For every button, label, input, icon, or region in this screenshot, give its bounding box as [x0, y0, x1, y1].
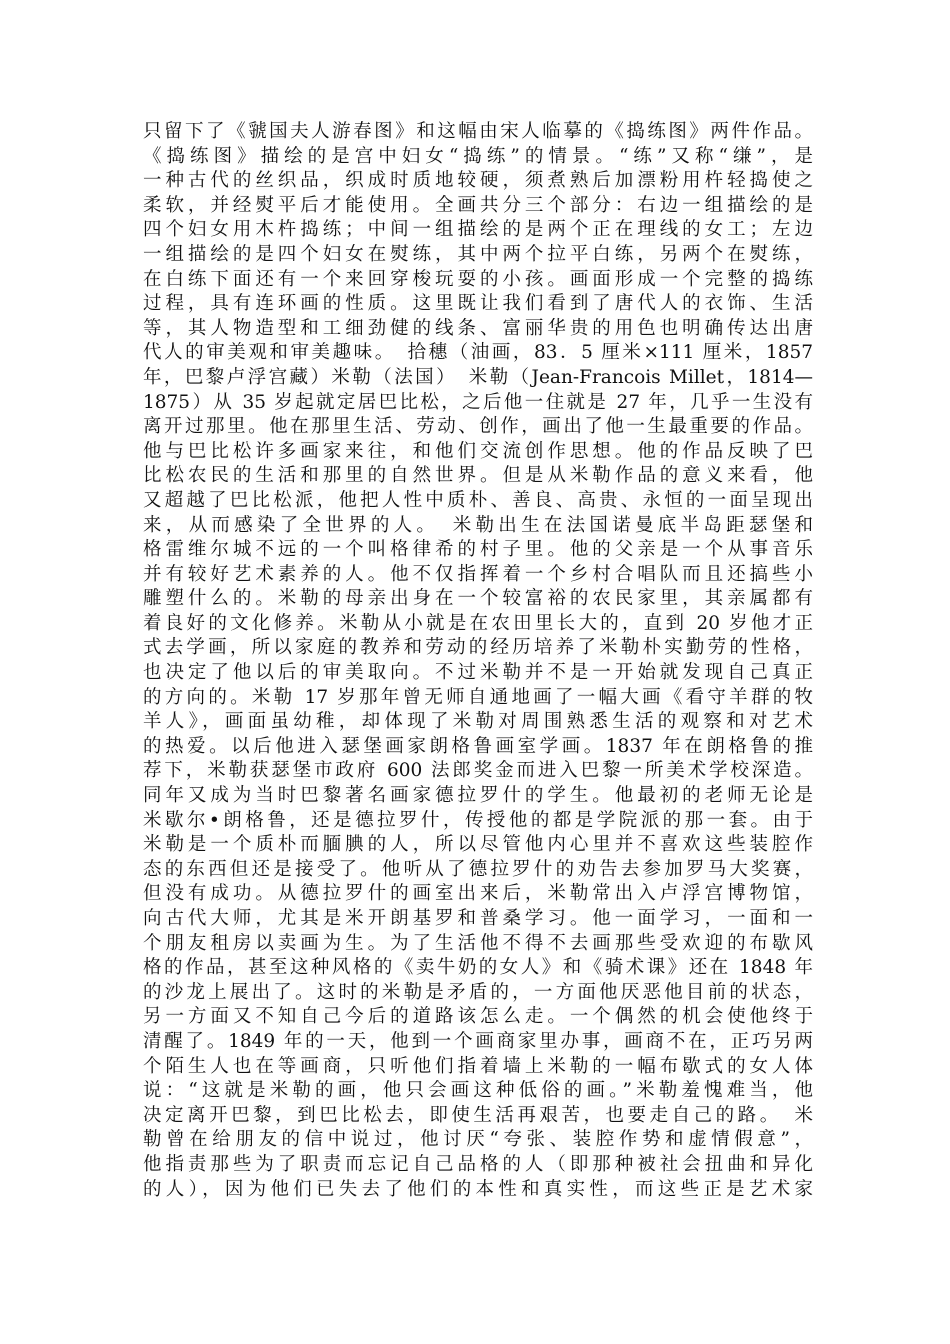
text-line: 决定离开巴黎，到巴比松去，即使生活再艰苦，也要走自己的路。 米 [143, 1104, 813, 1126]
text-line: 《捣练图》描绘的是宫中妇女“捣练”的情景。“练”又称“缣”，是 [143, 145, 813, 167]
text-line: 的沙龙上展出了。这时的米勒是矛盾的，一方面他厌恶他目前的状态， [143, 981, 813, 1003]
text-line: 只留下了《虢国夫人游春图》和这幅由宋人临摹的《捣练图》两件作品。 [143, 121, 813, 142]
text-line: 式去学画，所以家庭的教养和劳动的经历培养了米勒朴实勤劳的性格， [143, 637, 813, 659]
text-line: 格的作品，甚至这种风格的《卖牛奶的女人》和《骑术课》还在 1848 年 [143, 957, 813, 979]
text-line: 离开过那里。他在那里生活、劳动、创作，画出了他一生最重要的作品。 [143, 416, 813, 438]
text-line: 态的东西但还是接受了。他听从了德拉罗什的劝告去参加罗马大奖赛， [143, 858, 813, 880]
text-line: 勒曾在给朋友的信中说过，他讨厌“夸张、装腔作势和虚情假意”， [143, 1129, 813, 1151]
text-line: 他与巴比松许多画家来往，和他们交流创作思想。他的作品反映了巴 [143, 440, 813, 462]
text-line: 向古代大师，尤其是米开朗基罗和普桑学习。他一面学习，一面和一 [143, 908, 813, 929]
text-line: 的热爱。以后他进入瑟堡画家朗格鲁画室学画。1837 年在朗格鲁的推 [143, 735, 813, 757]
text-line: 同年又成为当时巴黎著名画家德拉罗什的学生。他最初的老师无论是 [143, 785, 813, 807]
text-line: 雕塑什么的。米勒的母亲出身在一个较富裕的农民家里，其亲属都有 [143, 588, 813, 610]
text-line: 的人），因为他们已失去了他们的本性和真实性，而这些正是艺术家 [143, 1178, 813, 1200]
body-text [143, 120, 813, 1202]
text-line: 四个妇女用木杵捣练；中间一组描绘的是两个正在理线的女工；左边 [143, 219, 813, 241]
text-line: 另一方面又不知自己今后的道路该怎么走。一个偶然的机会使他终于 [143, 1006, 813, 1028]
text-line: 一种古代的丝织品，织成时质地较硬，须煮熟后加漂粉用杵轻捣使之 [143, 170, 813, 192]
text-line: 一组描绘的是四个妇女在熨练，其中两个拉平白练，另两个在熨练， [143, 243, 813, 265]
text-line: 1875）从 35 岁起就定居巴比松，之后他一住就是 27 年，几乎一生没有 [143, 391, 813, 413]
text-line: 但没有成功。从德拉罗什的画室出来后，米勒常出入卢浮宫博物馆， [143, 883, 813, 905]
text-line: 个陌生人也在等画商，只听他们指着墙上米勒的一幅布歇式的女人体 [143, 1055, 813, 1077]
text-line: 清醒了。1849 年的一天，他到一个画商家里办事，画商不在，正巧另两 [143, 1030, 813, 1052]
text-line: 他指责那些为了职责而忘记自己品格的人（即那种被社会扭曲和异化 [143, 1153, 813, 1175]
text-line: 荐下，米勒获瑟堡市政府 600 法郎奖金而进入巴黎一所美术学校深造。 [143, 760, 813, 782]
text-line: 年，巴黎卢浮宫藏）米勒（法国） 米勒（Jean-Francois Millet，1814— [143, 366, 813, 388]
text-line: 个朋友租房以卖画为生。为了生活他不得不去画那些受欢迎的布歇风 [143, 932, 813, 954]
text-line: 羊人》，画面虽幼稚，却体现了米勒对周围熟悉生活的观察和对艺术 [143, 711, 813, 733]
text-line: 的方向的。米勒 17 岁那年曾无师自通地画了一幅大画《看守羊群的牧 [143, 686, 813, 708]
text-line: 说：“这就是米勒的画，他只会画这种低俗的画。”米勒羞愧难当，他 [143, 1080, 813, 1102]
text-line: 着良好的文化修养。米勒从小就是在农田里长大的，直到 20 岁他才正 [143, 612, 813, 634]
text-line: 米歇尔•朗格鲁，还是德拉罗什，传授他的都是学院派的那一套。由于 [143, 809, 813, 831]
text-line: 米勒是一个质朴而腼腆的人，所以尽管他内心里并不喜欢这些装腔作 [143, 834, 813, 856]
text-line: 在白练下面还有一个来回穿梭玩耍的小孩。画面形成一个完整的捣练 [143, 268, 813, 290]
text-line: 等，其人物造型和工细劲健的线条、富丽华贵的用色也明确传达出唐 [143, 317, 813, 339]
text-line: 过程，具有连环画的性质。这里既让我们看到了唐代人的衣饰、生活 [143, 293, 813, 315]
text-line: 比松农民的生活和那里的自然世界。但是从米勒作品的意义来看，他 [143, 465, 813, 487]
text-line: 并有较好艺术素养的人。他不仅指挥着一个乡村合唱队而且还搞些小 [143, 563, 813, 585]
text-line: 来，从而感染了全世界的人。 米勒出生在法国诺曼底半岛距瑟堡和 [143, 514, 813, 536]
text-line: 格雷维尔城不远的一个叫格律希的村子里。他的父亲是一个从事音乐 [143, 539, 813, 561]
text-line: 柔软，并经熨平后才能使用。全画共分三个部分：右边一组描绘的是 [143, 194, 813, 216]
text-line: 又超越了巴比松派，他把人性中质朴、善良、高贵、永恒的一面呈现出 [143, 489, 813, 511]
text-line: 代人的审美观和审美趣味。 拾穗（油画，83．5 厘米×111 厘米，1857 [143, 342, 813, 364]
text-line: 也决定了他以后的审美取向。不过米勒并不是一开始就发现自己真正 [143, 662, 813, 684]
